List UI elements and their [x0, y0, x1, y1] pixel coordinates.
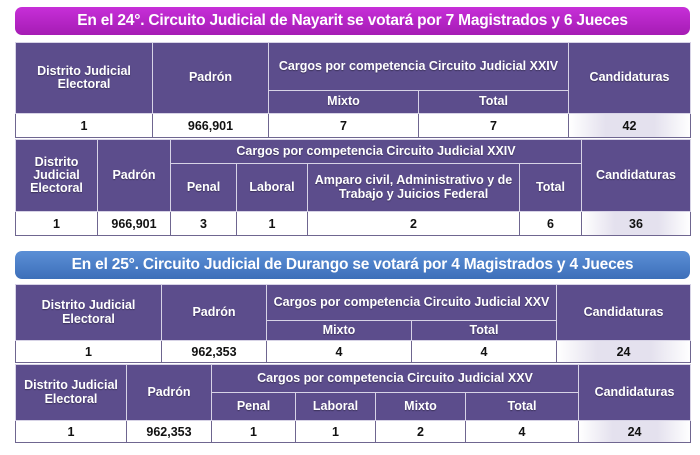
- cell-padron: 966,901: [98, 212, 171, 236]
- header-penal: Penal: [171, 164, 237, 212]
- nayarit-magistrados-table: [15, 42, 691, 138]
- header-total: Total: [466, 393, 579, 421]
- header-padron: Padrón: [127, 365, 212, 421]
- header-laboral: Laboral: [296, 393, 376, 421]
- cell-distrito: 1: [16, 341, 162, 363]
- cell-distrito: 1: [16, 421, 127, 443]
- cell-total: 4: [412, 341, 557, 363]
- header-distrito: Distrito Judicial Electoral: [16, 285, 162, 341]
- header-padron: Padrón: [162, 285, 267, 341]
- header-laboral: Laboral: [237, 164, 308, 212]
- cell-laboral: 1: [296, 421, 376, 443]
- header-total: Total: [520, 164, 582, 212]
- header-candidaturas: Candidaturas: [582, 140, 691, 212]
- cell-mixto: 4: [267, 341, 412, 363]
- nayarit-banner: En el 24°. Circuito Judicial de Nayarit se votará por 7 Magistrados y 6 Jueces: [15, 7, 690, 35]
- cell-total: 4: [466, 421, 579, 443]
- table-row: [16, 114, 691, 138]
- durango-banner: En el 25°. Circuito Judicial de Durango se votará por 4 Magistrados y 4 Jueces: [15, 251, 690, 279]
- cell-laboral: 1: [237, 212, 308, 236]
- header-candidaturas: Candidaturas: [557, 285, 691, 341]
- header-total: Total: [419, 91, 569, 114]
- header-candidaturas: Candidaturas: [569, 43, 691, 114]
- table-row: [16, 341, 691, 363]
- header-cargos: Cargos por competencia Circuito Judicial XXV: [267, 285, 557, 321]
- cell-penal: 1: [212, 421, 296, 443]
- cell-candidaturas: 36: [582, 212, 691, 236]
- header-distrito: Distrito Judicial Electoral: [16, 43, 153, 114]
- durango-magistrados-table: [15, 284, 691, 363]
- header-mixto: Mixto: [376, 393, 466, 421]
- cell-amparo: 2: [308, 212, 520, 236]
- header-amparo: Amparo civil, Administrativo y de Trabajo y Juicios Federal: [308, 164, 520, 212]
- header-padron: Padrón: [153, 43, 269, 114]
- header-cargos: Cargos por competencia Circuito Judicial XXIV: [171, 140, 582, 164]
- durango-jueces-table: [15, 364, 691, 443]
- cell-padron: 962,353: [127, 421, 212, 443]
- header-candidaturas: Candidaturas: [579, 365, 691, 421]
- header-distrito: Distrito Judicial Electoral: [16, 140, 98, 212]
- cell-penal: 3: [171, 212, 237, 236]
- cell-mixto: 7: [269, 114, 419, 138]
- header-mixto: Mixto: [269, 91, 419, 114]
- cell-distrito: 1: [16, 212, 98, 236]
- header-padron: Padrón: [98, 140, 171, 212]
- nayarit-jueces-table: [15, 139, 691, 236]
- table-row: [16, 212, 691, 236]
- cell-candidaturas: 24: [557, 341, 691, 363]
- header-cargos: Cargos por competencia Circuito Judicial XXV: [212, 365, 579, 393]
- cell-total: 7: [419, 114, 569, 138]
- cell-padron: 962,353: [162, 341, 267, 363]
- cell-padron: 966,901: [153, 114, 269, 138]
- cell-mixto: 2: [376, 421, 466, 443]
- header-cargos: Cargos por competencia Circuito Judicial XXIV: [269, 43, 569, 91]
- header-distrito: Distrito Judicial Electoral: [16, 365, 127, 421]
- cell-total: 6: [520, 212, 582, 236]
- table-row: [16, 421, 691, 443]
- header-mixto: Mixto: [267, 321, 412, 341]
- cell-distrito: 1: [16, 114, 153, 138]
- header-penal: Penal: [212, 393, 296, 421]
- header-total: Total: [412, 321, 557, 341]
- cell-candidaturas: 42: [569, 114, 691, 138]
- cell-candidaturas: 24: [579, 421, 691, 443]
